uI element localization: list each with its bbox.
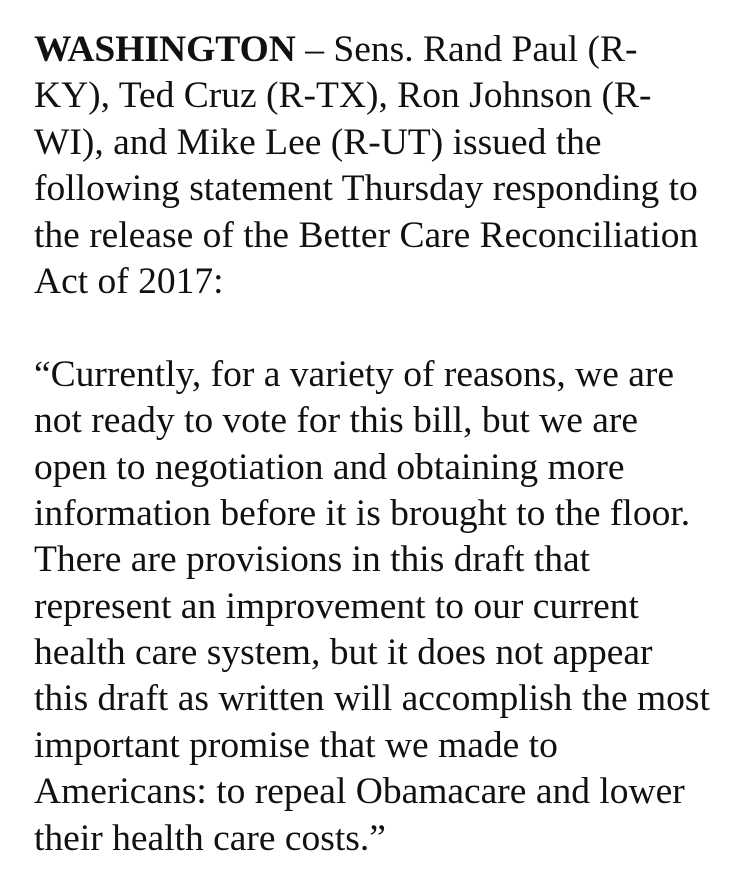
quote-line: open to negotiation and obtaining more [34, 446, 625, 488]
quote-line: health care system, but it does not appear [34, 632, 653, 674]
intro-paragraph [34, 27, 734, 305]
quote-line: not ready to vote for this bill, but we are [34, 400, 639, 442]
intro-line: the release of the Better Care Reconciliation [34, 214, 699, 256]
quote-line: important promise that we made to [34, 724, 558, 766]
paragraph-spacer [34, 305, 734, 351]
intro-line: WI), and Mike Lee (R-UT) issued the [34, 121, 602, 163]
press-statement [34, 27, 734, 862]
quote-line: There are provisions in this draft that [34, 539, 591, 581]
quote-line: “Currently, for a variety of reasons, we are [34, 353, 674, 395]
intro-line [34, 27, 734, 73]
intro-line: following statement Thursday responding to [34, 168, 698, 210]
quote-line: their health care costs.” [34, 817, 386, 859]
dateline: WASHINGTON [34, 29, 296, 70]
quote-line: this draft as written will accomplish the most [34, 678, 710, 720]
intro-line: Act of 2017: [34, 260, 224, 302]
quote-paragraph [34, 352, 734, 862]
quote-line: Americans: to repeal Obamacare and lower [34, 771, 685, 813]
intro-line: KY), Ted Cruz (R-TX), Ron Johnson (R- [34, 75, 652, 117]
quote-line: represent an improvement to our current [34, 585, 639, 627]
intro-line-text: – Sens. Rand Paul (R- [295, 29, 638, 70]
quote-line: information before it is brought to the floor. [34, 492, 691, 534]
